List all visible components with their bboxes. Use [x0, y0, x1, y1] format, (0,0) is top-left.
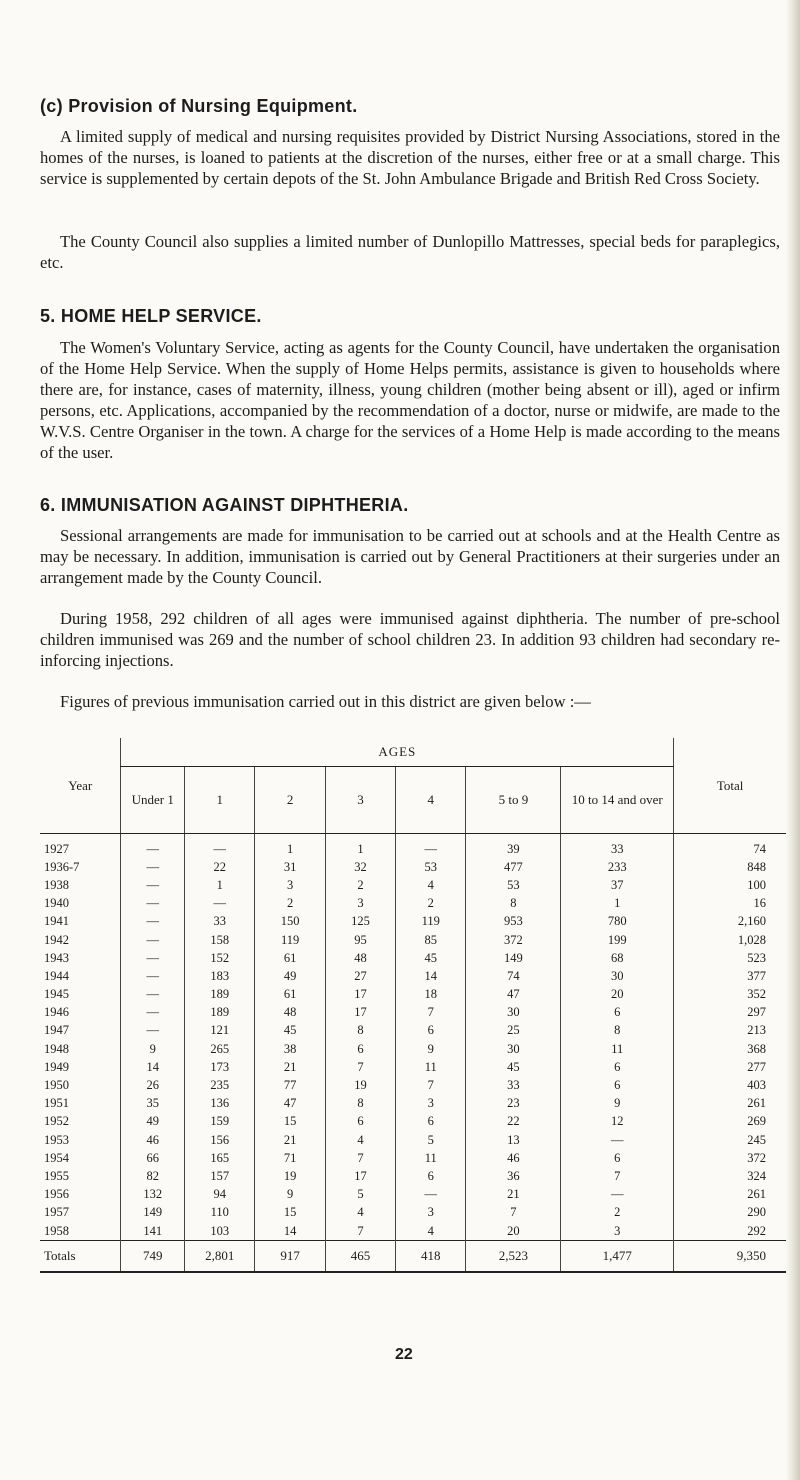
immunisation-table — [40, 738, 786, 1273]
section-5-heading: 5. HOME HELP SERVICE. — [40, 306, 262, 326]
section-6-paragraph-3: Figures of previous immunisation carried out in this district are given below :— — [60, 692, 591, 711]
count-cell: 158 — [185, 931, 255, 949]
count-cell: 77 — [255, 1076, 325, 1094]
count-cell: 6 — [396, 1022, 466, 1040]
count-cell: 19 — [325, 1076, 395, 1094]
count-cell: 5 — [325, 1186, 395, 1204]
section-6-heading: 6. IMMUNISATION AGAINST DIPHTHERIA. — [40, 495, 409, 515]
total-cell: 277 — [674, 1058, 786, 1076]
count-cell: 156 — [185, 1131, 255, 1149]
year-cell: 1943 — [44, 950, 69, 965]
count-cell: — — [121, 858, 185, 876]
year-cell: 1938 — [44, 877, 69, 892]
count-cell: 94 — [185, 1186, 255, 1204]
table-row — [40, 1167, 786, 1185]
totals-cell: 917 — [255, 1241, 325, 1273]
total-cell: 324 — [674, 1167, 786, 1185]
count-cell: 71 — [255, 1149, 325, 1167]
table-row — [40, 1186, 786, 1204]
count-cell: — — [561, 1131, 674, 1149]
section-5-paragraph-1: The Women's Voluntary Service, acting as agents for the County Council, have undertaken the organisation of the Home Help Service. When the supply of Home Helps permits, assistance is given to households where there are, for instance, cases of maternity, illness, young children (mother being absent or ill), aged or infirm persons, etc. Applications, accompanied by the recommendation of a doctor, nurse or midwife, are made to the W.V.S. Centre Organiser in the town. A charge for the services of a Home Help is made according to the means of the user. — [40, 338, 780, 462]
count-cell: 17 — [325, 986, 395, 1004]
year-cell: 1945 — [44, 987, 69, 1002]
year-cell: 1954 — [44, 1150, 69, 1165]
totals-cell: 749 — [121, 1241, 185, 1273]
count-cell: 26 — [121, 1076, 185, 1094]
table-row — [40, 876, 786, 894]
total-cell: 403 — [674, 1076, 786, 1094]
count-cell: 2 — [255, 895, 325, 913]
table-row — [40, 1076, 786, 1094]
age-column-header: 1 — [185, 767, 255, 834]
total-cell: 74 — [674, 834, 786, 859]
table-row — [40, 1022, 786, 1040]
count-cell: 141 — [121, 1222, 185, 1241]
total-cell: 245 — [674, 1131, 786, 1149]
year-cell: 1951 — [44, 1096, 69, 1111]
count-cell: 32 — [325, 858, 395, 876]
count-cell: 6 — [396, 1113, 466, 1131]
count-cell: — — [121, 967, 185, 985]
count-cell: 4 — [325, 1204, 395, 1222]
count-cell: 9 — [561, 1095, 674, 1113]
count-cell: 1 — [255, 834, 325, 859]
count-cell: 53 — [466, 876, 561, 894]
ages-group-header: AGES — [121, 738, 674, 767]
count-cell: 46 — [121, 1131, 185, 1149]
count-cell: 1 — [325, 834, 395, 859]
count-cell: — — [121, 834, 185, 859]
count-cell: 3 — [396, 1204, 466, 1222]
count-cell: 7 — [325, 1149, 395, 1167]
count-cell: 149 — [121, 1204, 185, 1222]
count-cell: 48 — [255, 1004, 325, 1022]
year-cell: 1957 — [44, 1205, 69, 1220]
section-c-paragraph-2: The County Council also supplies a limited number of Dunlopillo Mattresses, special beds for paraplegics, etc. — [40, 232, 780, 272]
page-edge-shadow — [786, 0, 800, 1480]
count-cell: 6 — [325, 1113, 395, 1131]
count-cell: 152 — [185, 949, 255, 967]
count-cell: 17 — [325, 1004, 395, 1022]
age-column-header: 10 to 14 and over — [561, 767, 674, 834]
table-row — [40, 913, 786, 931]
count-cell: 47 — [255, 1095, 325, 1113]
totals-cell: 2,523 — [466, 1241, 561, 1273]
table-body — [40, 834, 786, 1241]
table-row — [40, 986, 786, 1004]
count-cell: 3 — [561, 1222, 674, 1241]
count-cell: 233 — [561, 858, 674, 876]
count-cell: — — [121, 895, 185, 913]
table-row — [40, 834, 786, 859]
count-cell: 173 — [185, 1058, 255, 1076]
count-cell: 14 — [121, 1058, 185, 1076]
count-cell: — — [121, 913, 185, 931]
count-cell: 7 — [396, 1004, 466, 1022]
year-cell: 1942 — [44, 932, 69, 947]
count-cell: 9 — [121, 1040, 185, 1058]
count-cell: 74 — [466, 967, 561, 985]
count-cell: 8 — [466, 895, 561, 913]
total-cell: 2,160 — [674, 913, 786, 931]
count-cell: 265 — [185, 1040, 255, 1058]
year-cell: 1936-7 — [44, 859, 80, 874]
year-cell: 1956 — [44, 1187, 69, 1202]
year-cell: 1952 — [44, 1114, 69, 1129]
count-cell: 15 — [255, 1113, 325, 1131]
table-row — [40, 1204, 786, 1222]
count-cell: 183 — [185, 967, 255, 985]
count-cell: 38 — [255, 1040, 325, 1058]
count-cell: 7 — [325, 1058, 395, 1076]
count-cell: 8 — [325, 1022, 395, 1040]
total-cell: 290 — [674, 1204, 786, 1222]
count-cell: 66 — [121, 1149, 185, 1167]
count-cell: — — [396, 834, 466, 859]
count-cell: 30 — [561, 967, 674, 985]
count-cell: 33 — [185, 913, 255, 931]
count-cell: — — [185, 895, 255, 913]
count-cell: 11 — [396, 1149, 466, 1167]
section-c-paragraph-1: A limited supply of medical and nursing requisites provided by District Nursing Associations, stored in the homes of the nurses, is loaned to patients at the discretion of the nurses, either free or at a small charge. This service is supplemented by certain depots of the St. John Ambulance Brigade and British Red Cross Society. — [40, 127, 780, 188]
count-cell: 20 — [561, 986, 674, 1004]
table-row — [40, 895, 786, 913]
count-cell: 7 — [396, 1076, 466, 1094]
count-cell: 31 — [255, 858, 325, 876]
count-cell: 37 — [561, 876, 674, 894]
total-cell: 377 — [674, 967, 786, 985]
count-cell: 9 — [255, 1186, 325, 1204]
total-cell: 292 — [674, 1222, 786, 1241]
table-row — [40, 858, 786, 876]
count-cell: 1 — [185, 876, 255, 894]
count-cell: 22 — [466, 1113, 561, 1131]
count-cell: 119 — [255, 931, 325, 949]
count-cell: 477 — [466, 858, 561, 876]
count-cell: 8 — [561, 1022, 674, 1040]
total-cell: 1,028 — [674, 931, 786, 949]
count-cell: 20 — [466, 1222, 561, 1241]
count-cell: 149 — [466, 949, 561, 967]
count-cell: — — [121, 949, 185, 967]
count-cell: 5 — [396, 1131, 466, 1149]
count-cell: 780 — [561, 913, 674, 931]
count-cell: 157 — [185, 1167, 255, 1185]
count-cell: 7 — [561, 1167, 674, 1185]
table-row — [40, 949, 786, 967]
count-cell: 125 — [325, 913, 395, 931]
year-cell: 1941 — [44, 914, 69, 929]
count-cell: 82 — [121, 1167, 185, 1185]
totals-cell: 465 — [325, 1241, 395, 1273]
table-row — [40, 1004, 786, 1022]
count-cell: 1 — [561, 895, 674, 913]
total-cell: 523 — [674, 949, 786, 967]
count-cell: 6 — [325, 1040, 395, 1058]
year-cell: 1940 — [44, 896, 69, 911]
total-cell: 848 — [674, 858, 786, 876]
totals-cell: 2,801 — [185, 1241, 255, 1273]
count-cell: 6 — [561, 1076, 674, 1094]
year-cell: 1953 — [44, 1132, 69, 1147]
total-cell: 16 — [674, 895, 786, 913]
count-cell: 8 — [325, 1095, 395, 1113]
year-cell: 1944 — [44, 968, 69, 983]
count-cell: 4 — [396, 1222, 466, 1241]
section-c-heading: (c) Provision of Nursing Equipment. — [40, 96, 358, 116]
count-cell: 49 — [255, 967, 325, 985]
count-cell: 372 — [466, 931, 561, 949]
count-cell: 18 — [396, 986, 466, 1004]
age-column-header: Under 1 — [121, 767, 185, 834]
count-cell: — — [121, 1022, 185, 1040]
count-cell: 19 — [255, 1167, 325, 1185]
count-cell: 953 — [466, 913, 561, 931]
count-cell: 199 — [561, 931, 674, 949]
count-cell: 150 — [255, 913, 325, 931]
count-cell: 61 — [255, 949, 325, 967]
count-cell: 17 — [325, 1167, 395, 1185]
count-cell: 11 — [396, 1058, 466, 1076]
age-column-header: 3 — [325, 767, 395, 834]
total-column-header: Total — [674, 738, 786, 834]
total-cell: 297 — [674, 1004, 786, 1022]
count-cell: 2 — [325, 876, 395, 894]
age-column-header: 4 — [396, 767, 466, 834]
count-cell: — — [561, 1186, 674, 1204]
year-column-header: Year — [40, 738, 121, 834]
count-cell: 6 — [561, 1058, 674, 1076]
count-cell: 4 — [396, 876, 466, 894]
count-cell: 132 — [121, 1186, 185, 1204]
count-cell: 14 — [255, 1222, 325, 1241]
table-row — [40, 1040, 786, 1058]
count-cell: — — [185, 834, 255, 859]
table-row — [40, 1113, 786, 1131]
year-cell: 1927 — [44, 841, 69, 856]
count-cell: 68 — [561, 949, 674, 967]
count-cell: 21 — [466, 1186, 561, 1204]
count-cell: 136 — [185, 1095, 255, 1113]
count-cell: 159 — [185, 1113, 255, 1131]
count-cell: 33 — [466, 1076, 561, 1094]
age-column-header: 2 — [255, 767, 325, 834]
count-cell: 6 — [561, 1004, 674, 1022]
total-cell: 213 — [674, 1022, 786, 1040]
count-cell: 25 — [466, 1022, 561, 1040]
count-cell: 15 — [255, 1204, 325, 1222]
count-cell: 39 — [466, 834, 561, 859]
table-row — [40, 1222, 786, 1241]
year-cell: 1949 — [44, 1059, 69, 1074]
totals-label: Totals — [40, 1241, 121, 1273]
table-row — [40, 931, 786, 949]
count-cell: 36 — [466, 1167, 561, 1185]
count-cell: 47 — [466, 986, 561, 1004]
count-cell: 189 — [185, 986, 255, 1004]
count-cell: 7 — [325, 1222, 395, 1241]
count-cell: 14 — [396, 967, 466, 985]
totals-cell: 418 — [396, 1241, 466, 1273]
total-cell: 368 — [674, 1040, 786, 1058]
count-cell: 13 — [466, 1131, 561, 1149]
table-row — [40, 1149, 786, 1167]
year-cell: 1955 — [44, 1168, 69, 1183]
count-cell: — — [396, 1186, 466, 1204]
count-cell: 12 — [561, 1113, 674, 1131]
count-cell: 45 — [255, 1022, 325, 1040]
count-cell: 3 — [325, 895, 395, 913]
total-cell: 352 — [674, 986, 786, 1004]
year-cell: 1950 — [44, 1078, 69, 1093]
count-cell: 121 — [185, 1022, 255, 1040]
section-6-paragraph-1: Sessional arrangements are made for immunisation to be carried out at schools and at the Health Centre as may be necessary. In addition, immunisation is carried out by General Practitioners at their surgeries under an arrangement made by the County Council. — [40, 526, 780, 587]
section-6-paragraph-2: During 1958, 292 children of all ages were immunised against diphtheria. The number of pre-school children immunised was 269 and the number of school children 23. In addition 93 children had secondary re-inforcing injections. — [40, 609, 780, 670]
totals-grand-total: 9,350 — [674, 1241, 786, 1273]
count-cell: 6 — [396, 1167, 466, 1185]
age-column-header: 5 to 9 — [466, 767, 561, 834]
year-cell: 1948 — [44, 1041, 69, 1056]
year-cell: 1947 — [44, 1023, 69, 1038]
count-cell: 21 — [255, 1131, 325, 1149]
count-cell: 30 — [466, 1040, 561, 1058]
table-row — [40, 1095, 786, 1113]
table-row — [40, 1131, 786, 1149]
count-cell: 22 — [185, 858, 255, 876]
count-cell: 3 — [255, 876, 325, 894]
count-cell: 189 — [185, 1004, 255, 1022]
total-cell: 261 — [674, 1095, 786, 1113]
count-cell: 45 — [466, 1058, 561, 1076]
count-cell: 61 — [255, 986, 325, 1004]
count-cell: 11 — [561, 1040, 674, 1058]
year-cell: 1958 — [44, 1223, 69, 1238]
count-cell: 7 — [466, 1204, 561, 1222]
total-cell: 100 — [674, 876, 786, 894]
count-cell: 235 — [185, 1076, 255, 1094]
totals-cell: 1,477 — [561, 1241, 674, 1273]
count-cell: 4 — [325, 1131, 395, 1149]
count-cell: 45 — [396, 949, 466, 967]
count-cell: 103 — [185, 1222, 255, 1241]
count-cell: 85 — [396, 931, 466, 949]
total-cell: 372 — [674, 1149, 786, 1167]
count-cell: — — [121, 876, 185, 894]
count-cell: 23 — [466, 1095, 561, 1113]
count-cell: 6 — [561, 1149, 674, 1167]
count-cell: 46 — [466, 1149, 561, 1167]
count-cell: 35 — [121, 1095, 185, 1113]
count-cell: 9 — [396, 1040, 466, 1058]
count-cell: 2 — [396, 895, 466, 913]
count-cell: 27 — [325, 967, 395, 985]
table-row — [40, 967, 786, 985]
count-cell: 33 — [561, 834, 674, 859]
page-number: 22 — [395, 1346, 413, 1363]
totals-row — [40, 1241, 786, 1273]
total-cell: 261 — [674, 1186, 786, 1204]
count-cell: 30 — [466, 1004, 561, 1022]
count-cell: 165 — [185, 1149, 255, 1167]
total-cell: 269 — [674, 1113, 786, 1131]
count-cell: 2 — [561, 1204, 674, 1222]
count-cell: 3 — [396, 1095, 466, 1113]
count-cell: — — [121, 986, 185, 1004]
count-cell: 95 — [325, 931, 395, 949]
table-row — [40, 1058, 786, 1076]
count-cell: 49 — [121, 1113, 185, 1131]
count-cell: 48 — [325, 949, 395, 967]
count-cell: — — [121, 1004, 185, 1022]
count-cell: — — [121, 931, 185, 949]
year-cell: 1946 — [44, 1005, 69, 1020]
count-cell: 21 — [255, 1058, 325, 1076]
count-cell: 53 — [396, 858, 466, 876]
count-cell: 110 — [185, 1204, 255, 1222]
count-cell: 119 — [396, 913, 466, 931]
